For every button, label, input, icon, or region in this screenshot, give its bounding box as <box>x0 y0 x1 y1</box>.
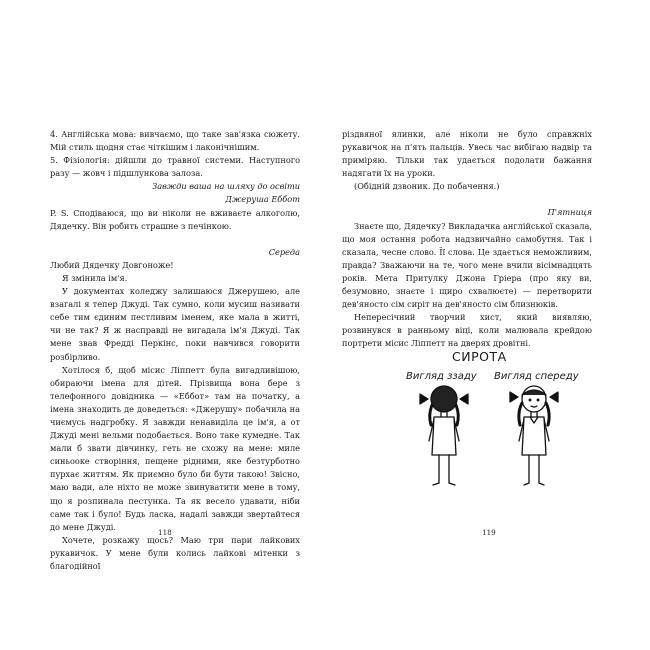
paragraph: Непересічний творчий хист, який виявляю, розвинувся в ранньому віці, коли малювала крейдою портрети місис Ліппетт на дверях дровітні. <box>342 312 592 349</box>
illustration-title: СИРОТА <box>452 349 507 364</box>
orphan-back-view-drawing <box>414 383 474 493</box>
back-view-label: Вигляд ззаду <box>406 371 477 382</box>
paragraph: Хочете, розкажу щось? Маю три пари лайкових рукавичок. У мене були колись лайкові мітенки з благодійної <box>50 534 300 571</box>
paragraph: У документах коледжу залишаюся Джерушею, але взагалі я тепер Джуді. Так сумно, коли мусиш називати себе тим єдиним пестливим іменем, яке мала в житті, чи не так? Я ж насправді не вигадала ім'я Джуді. Так мене звав Фредді Перкінс, поки навчився говорити розбірливо. <box>50 286 300 362</box>
orphan-front-view-drawing <box>504 383 564 493</box>
postscript: P. S. Сподіваюся, що ви ніколи не вживаєте алкоголю, Дядечку. Він робить страшне з печінкою. <box>50 207 300 231</box>
right-page <box>342 128 592 351</box>
paragraph: різдвяної ялинки, але ніколи не було справжніх рукавичок на п'ять пальців. Увесь час вибігаю надвір та приміряю. Тільки так удається подолати бажання надягати їх на уроки. <box>342 129 592 179</box>
page-number: 119 <box>482 528 496 537</box>
paragraph: 5. Фізіологія: дійшли до травної системи. Наступного разу — жовч і підшлункова залоза. <box>50 155 300 179</box>
paragraph: Я змінила ім'я. <box>62 272 128 283</box>
paragraph: 4. Англійська мова: вивчаємо, що таке зав'язка сюжету. Мій стиль щодня стає чіткішим і лаконічнішим. <box>50 129 300 153</box>
left-page <box>50 128 300 573</box>
paragraph: (Обідній дзвоник. До побачення.) <box>354 181 500 192</box>
letter-greeting: Любий Дядечку Довгоноже! <box>50 259 174 270</box>
front-view-label: Вигляд спереду <box>494 371 579 382</box>
letter-date: П'ятниця <box>547 207 592 218</box>
letter-closing: Завжди ваша на шляху до освіти <box>152 181 300 192</box>
paragraph: Знаєте що, Дядечку? Викладачка англійської сказала, що моя остання робота надзвичайно самобутня. Так і сказала, чесне слово. Її слова. Це здається неможливим, правда? Зважаючи на те, чого мене вчили вісімнадцять років. Мета Притулку Джона Гріера (про яку ви, безумовно, знаєте і щиро схвалюєте) — перетворити дев'яносто сім сиріт на дев'яносто сім близнюків. <box>342 220 592 310</box>
page-number: 118 <box>158 528 172 537</box>
signature: Джеруша Еббот <box>225 194 300 205</box>
letter-date: Середа <box>268 246 300 257</box>
paragraph: Хотілося б, щоб місис Ліппетт була вигадливішою, обираючи імена для дітей. Прізвища вона бере з телефонного довідника — «Еббот» там на початку, а імена знаходить де доведеться: «Джерушу» побачила на чиємусь надгробку. Я завжди ненавиділа це ім'я, а от Джуді мені вельми подобається. Воно таке кумедне. Так мали б звати дівчинку, геть не схожу на мене: миле синьооке створіння, пещене рідними, яке безтурботно пурхає життям. Як приємно було би бути такою! Звісно, маю вади, але ніхто не може звинуватити мене в тому, що я розпинала пестунка. Та як весело удавати, ніби саме так і було! Будь ласка, надалі завжди звертайтеся до мене Джуді. <box>50 364 300 532</box>
